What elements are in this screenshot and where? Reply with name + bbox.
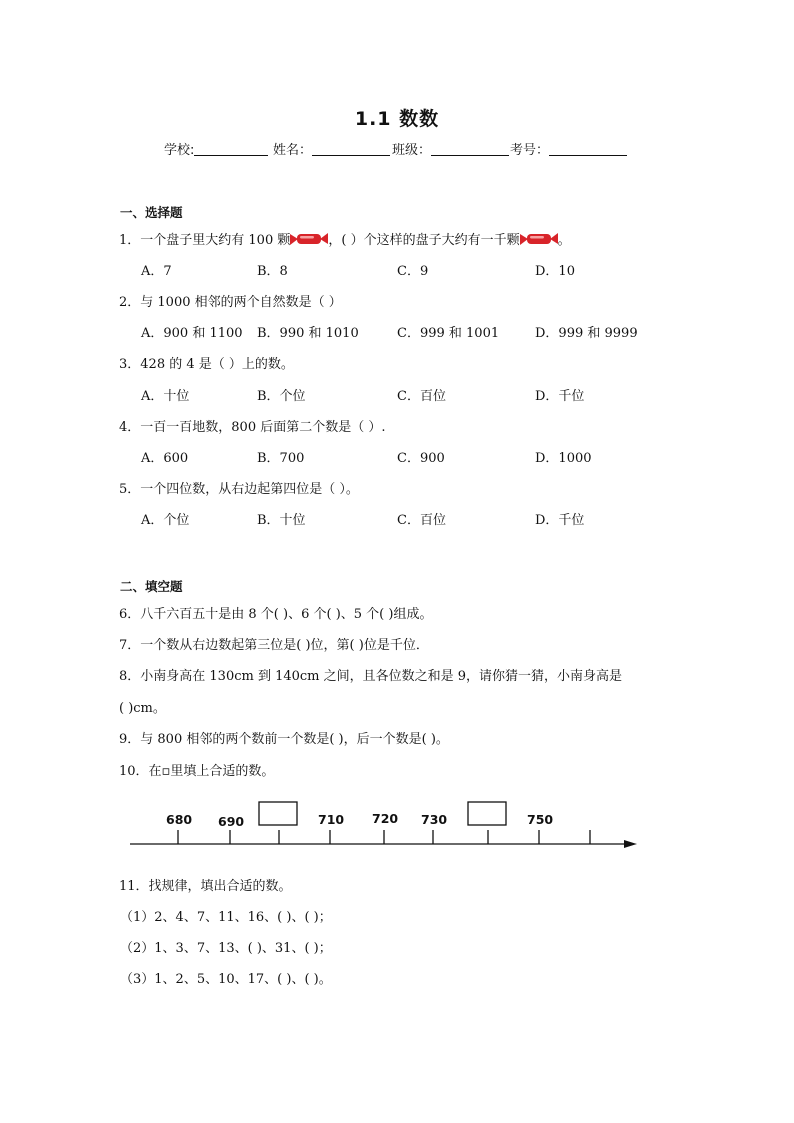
tick-label-690: 690	[218, 814, 245, 829]
q2-option-d[interactable]: D．999 和 9999	[535, 326, 638, 341]
q1-option-b[interactable]: B．8	[257, 264, 288, 279]
q5-option-d[interactable]: D．千位	[535, 513, 585, 528]
question-7: 7．一个数从右边数起第三位是( )位，第( )位是千位．	[119, 638, 429, 653]
page-title: 1.1 数数	[354, 108, 440, 130]
question-3: 3．428 的 4 是（ ）上的数。	[119, 357, 294, 372]
school-field	[164, 139, 268, 158]
q2-option-b[interactable]: B．990 和 1010	[257, 326, 359, 341]
question-2: 2．与 1000 相邻的两个自然数是（ ）	[119, 295, 342, 310]
question-11-2: （2）1、3、7、13、( )、31、( )；	[120, 941, 332, 956]
tick-label-750: 750	[527, 812, 554, 827]
answer-box-2	[468, 802, 506, 825]
tick-label-730: 730	[421, 812, 448, 827]
q3-option-c[interactable]: C．百位	[397, 389, 446, 404]
tick-label-680: 680	[166, 812, 193, 827]
question-11-3: （3）1、2、5、10、17、( )、( )。	[120, 972, 332, 987]
candy-icon	[520, 230, 558, 248]
number-line	[0, 795, 794, 860]
candy-icon	[290, 230, 328, 248]
question-11-1: （1）2、4、7、11、16、( )、( )；	[120, 910, 332, 925]
question-10: 10．在▫里填上合适的数。	[119, 764, 275, 779]
school-blank[interactable]	[194, 141, 268, 156]
question-5: 5．一个四位数，从右边起第四位是（ ）。	[119, 482, 359, 497]
section-heading-fill: 二、填空题	[120, 579, 183, 594]
q3-option-d[interactable]: D．千位	[535, 389, 585, 404]
q4-option-c[interactable]: C．900	[397, 451, 445, 466]
school-label: 学校:	[164, 143, 195, 158]
number-line-ticks	[178, 830, 590, 844]
question-8-line1: 8．小南身高在 130cm 到 140cm 之间，且各位数之和是 9，请你猜一猜，小南身高是	[119, 669, 623, 684]
question-1-part1: 1．一个盘子里大约有 100 颗	[119, 233, 291, 248]
answer-box-1	[259, 802, 297, 825]
q4-option-b[interactable]: B．700	[257, 451, 305, 466]
exam-blank[interactable]	[549, 141, 627, 156]
name-blank[interactable]	[312, 141, 390, 156]
name-label: 姓名：	[273, 143, 313, 158]
q2-option-c[interactable]: C．999 和 1001	[397, 326, 500, 341]
question-4: 4．一百一百地数，800 后面第二个数是（ ）.	[119, 420, 386, 435]
question-6: 6．八千六百五十是由 8 个( )、6 个( )、5 个( )组成。	[119, 607, 433, 622]
class-label: 班级：	[392, 143, 432, 158]
question-1-part2: ，( ）个这样的盘子大约有一千颗	[328, 233, 520, 248]
tick-label-720: 720	[372, 811, 399, 826]
question-8-line2: ( )cm。	[119, 701, 166, 716]
exam-label: 考号：	[510, 143, 550, 158]
exam-field	[510, 139, 627, 158]
question-11: 11．找规律，填出合适的数。	[119, 879, 292, 894]
question-9: 9．与 800 相邻的两个数前一个数是( )，后一个数是( )。	[119, 732, 449, 747]
q5-option-a[interactable]: A．个位	[141, 513, 190, 528]
q2-option-a[interactable]: A．900 和 1100	[141, 326, 243, 341]
number-line-arrow	[624, 840, 637, 848]
q5-option-b[interactable]: B．十位	[257, 513, 306, 528]
q3-option-b[interactable]: B．个位	[257, 389, 306, 404]
class-blank[interactable]	[431, 141, 509, 156]
q4-option-a[interactable]: A．600	[141, 451, 189, 466]
question-1-part3: 。	[557, 233, 571, 248]
q1-option-a[interactable]: A．7	[141, 264, 172, 279]
section-heading-choice: 一、选择题	[120, 205, 183, 220]
class-field	[392, 139, 509, 158]
q3-option-a[interactable]: A．十位	[141, 389, 190, 404]
q4-option-d[interactable]: D．1000	[535, 451, 592, 466]
q5-option-c[interactable]: C．百位	[397, 513, 446, 528]
q1-option-d[interactable]: D．10	[535, 264, 575, 279]
name-field	[273, 139, 390, 158]
tick-label-710: 710	[318, 812, 345, 827]
q1-option-c[interactable]: C．9	[397, 264, 429, 279]
question-1	[119, 229, 571, 248]
